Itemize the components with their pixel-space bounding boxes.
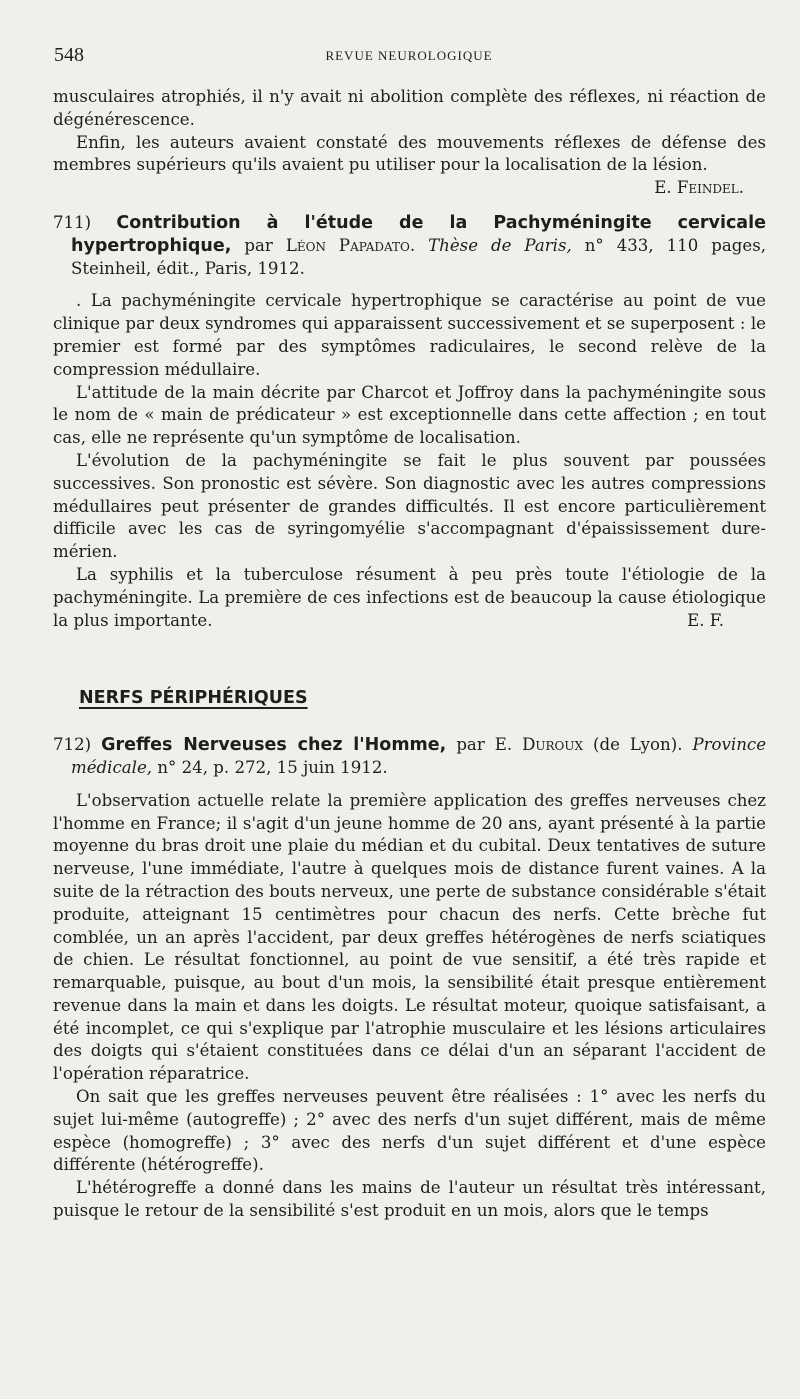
article-thesis: Thèse de Paris, [428,235,572,255]
article-number: 711) [53,212,92,232]
running-title: REVUE NEUROLOGIQUE [325,48,493,63]
article-711-heading: 711) Contribution à l'étude de la Pachyméningite cervicale hypertrophique, par Léon Papadato. Thèse de Paris, n° 433, 110 pages, Steinheil, édit., Paris, 1912. [53,212,766,278]
article-711-paragraph: L'évolution de la pachyméningite se fait le plus souvent par poussées successives. Son pronostic est sévère. Son diagnostic avec les autres compressions médullaires peut présenter de grandes difficultés. Il est encore particulièrement difficile avec les cas de syringomyélie s'accompagnant d'épaississement dure-mérien. [53,450,766,562]
article-title: Contribution à l'étude de la Pachyméningite cervicale hypertrophique, [71,212,766,256]
prev-article-signature: E. Feindel. [654,178,744,198]
article-citation: n° 24, p. 272, 15 juin 1912. [157,757,388,777]
article-author: E. Duroux [494,735,584,755]
article-711-paragraph: . La pachyméningite cervicale hypertrophique se caractérise au point de vue clinique par deux syndromes qui apparaissent successivement et se superposent : le premier est formé par des symptômes radiculaires, le second relève de la compression médullaire. [53,291,766,379]
article-711-signature: E. F. [687,610,724,630]
article-711-paragraph: L'attitude de la main décrite par Charcot et Joffroy dans la pachyméningite sous le nom de « main de prédicateur » est exceptionnelle dans cette affection ; en tout cas, elle ne représente qu'un symptôme de localisation. [53,382,766,448]
article-712-heading [53,734,766,780]
page-header [54,44,764,74]
article-by: par [244,235,273,255]
article-711-paragraph: La syphilis et la tuberculose résument à peu près toute l'étiologie de la pachyméningite. La première de ces infections est de beaucoup la cause étiologique la plus importante. [53,564,766,630]
article-author: Léon Papadato [285,235,410,255]
section-heading: NERFS PÉRIPHÉRIQUES [79,688,308,709]
article-origin: (de Lyon). [593,735,683,755]
article-number: 712) [53,735,92,755]
page-number: 548 [54,44,84,66]
article-by: par [456,735,485,755]
prev-article-paragraph: musculaires atrophiés, il n'y avait ni abolition complète des réflexes, ni réaction de dégénérescence. [53,87,766,129]
article-journal: Province médicale, [71,735,767,777]
article-712-paragraph: L'hétérogreffe a donné dans les mains de l'auteur un résultat très intéressant, puisque le retour de la sensibilité s'est produit en un mois, alors que le temps [53,1178,766,1221]
article-712-paragraph: L'observation actuelle relate la première application des greffes nerveuses chez l'homme en France; il s'agit d'un jeune homme de 20 ans, ayant présenté à la partie moyenne du bras droit une plaie du médian et du cubital. Deux tentatives de suture nerveuse, l'une immédiate, l'autre à quelques mois de distance furent vaines. A la suite de la rétraction des bouts nerveux, une perte de substance considérable s'était produite, atteignant 15 centimètres pour chacun des nerfs. Cette brèche fut comblée, un an après l'accident, par deux greffes hétérogènes de nerfs sciatiques de chien. Le résultat fonctionnel, au point de vue sensitif, a été très rapide et remarquable, puisque, au bout d'un mois, la sensibilité était presque entièrement revenue dans la main et dans les doigts. Le résultat moteur, quoique satisfaisant, a été incomplet, ce qui s'explique par l'atrophie musculaire et les lésions articulaires des doigts qui s'étaient constituées dans ce délai d'un an séparant l'accident de l'opération réparatrice. [53,790,766,1084]
article-712-paragraph: On sait que les greffes nerveuses peuvent être réalisées : 1° avec les nerfs du sujet lui-même (autogreffe) ; 2° avec des nerfs d'un sujet différent, mais de même espèce (homogreffe) ; 3° avec des nerfs d'un sujet différent et d'une espèce différente (hétérogreffe). [53,1087,766,1175]
article-citation: n° 433, 110 pages, Steinheil, édit., Paris, 1912. [71,235,766,278]
prev-article-paragraph: Enfin, les auteurs avaient constaté des mouvements réflexes de défense des membres supérieurs qu'ils avaient pu utiliser pour la localisation de la lésion. [53,132,766,175]
article-title: Greffes Nerveuses chez l'Homme, [101,735,447,756]
page-body [53,86,766,1223]
